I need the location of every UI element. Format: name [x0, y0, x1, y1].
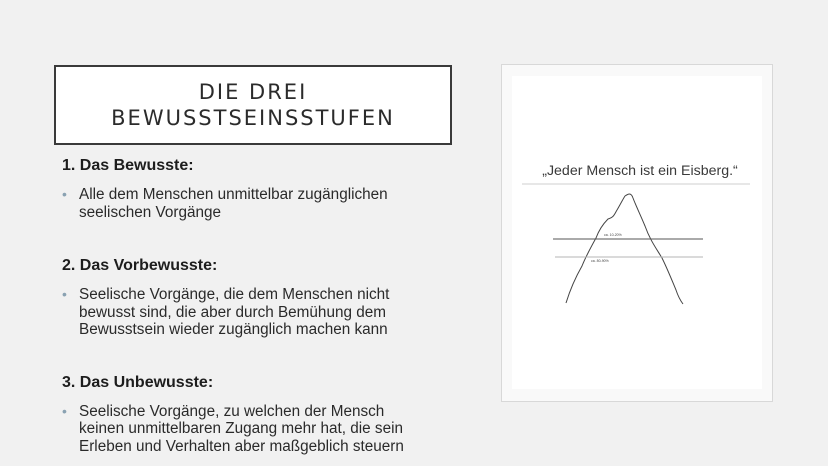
iceberg-quote: „Jeder Mensch ist ein Eisberg.“	[542, 163, 738, 179]
iceberg-label-lower: ca. 80-90%	[591, 259, 609, 263]
bullet-dot-icon: •	[62, 402, 67, 419]
iceberg-image	[512, 76, 762, 389]
bullet-line: Seelische Vorgänge, die dem Menschen nicht	[79, 286, 390, 303]
bullet-line: keinen unmittelbaren Zugang mehr hat, die sein	[79, 420, 403, 437]
bullet-item	[62, 186, 454, 221]
section-heading: 2. Das Vorbewusste:	[62, 257, 218, 274]
bullet-line: Erleben und Verhalten aber maßgeblich steuern	[79, 437, 404, 455]
title-box	[54, 65, 452, 145]
bullet-item	[62, 403, 454, 456]
slide-title-line2: BEWUSSTSEINSSTUFEN	[111, 106, 395, 130]
bullet-dot-icon: •	[62, 186, 67, 202]
content-list	[62, 156, 454, 455]
bullet-item	[62, 286, 454, 339]
section-heading: 1. Das Bewusste:	[62, 157, 194, 174]
bullet-dot-icon: •	[62, 286, 67, 302]
bullet-line: seelischen Vorgänge	[79, 203, 222, 221]
bullet-line: bewusst sind, die aber durch Bemühung dem	[79, 303, 386, 321]
bullet-line: Alle dem Menschen unmittelbar zugänglichen	[79, 186, 388, 203]
section-heading: 3. Das Unbewusste:	[62, 373, 214, 391]
bullet-line: Bewusstsein wieder zugänglich machen kann	[79, 321, 388, 338]
bullet-line: Seelische Vorgänge, zu welchen der Mensch	[79, 402, 385, 420]
iceberg-label-upper: ca. 10-20%	[604, 233, 622, 237]
slide-title-line1: DIE DREI	[198, 80, 308, 104]
slide-title	[111, 79, 395, 131]
